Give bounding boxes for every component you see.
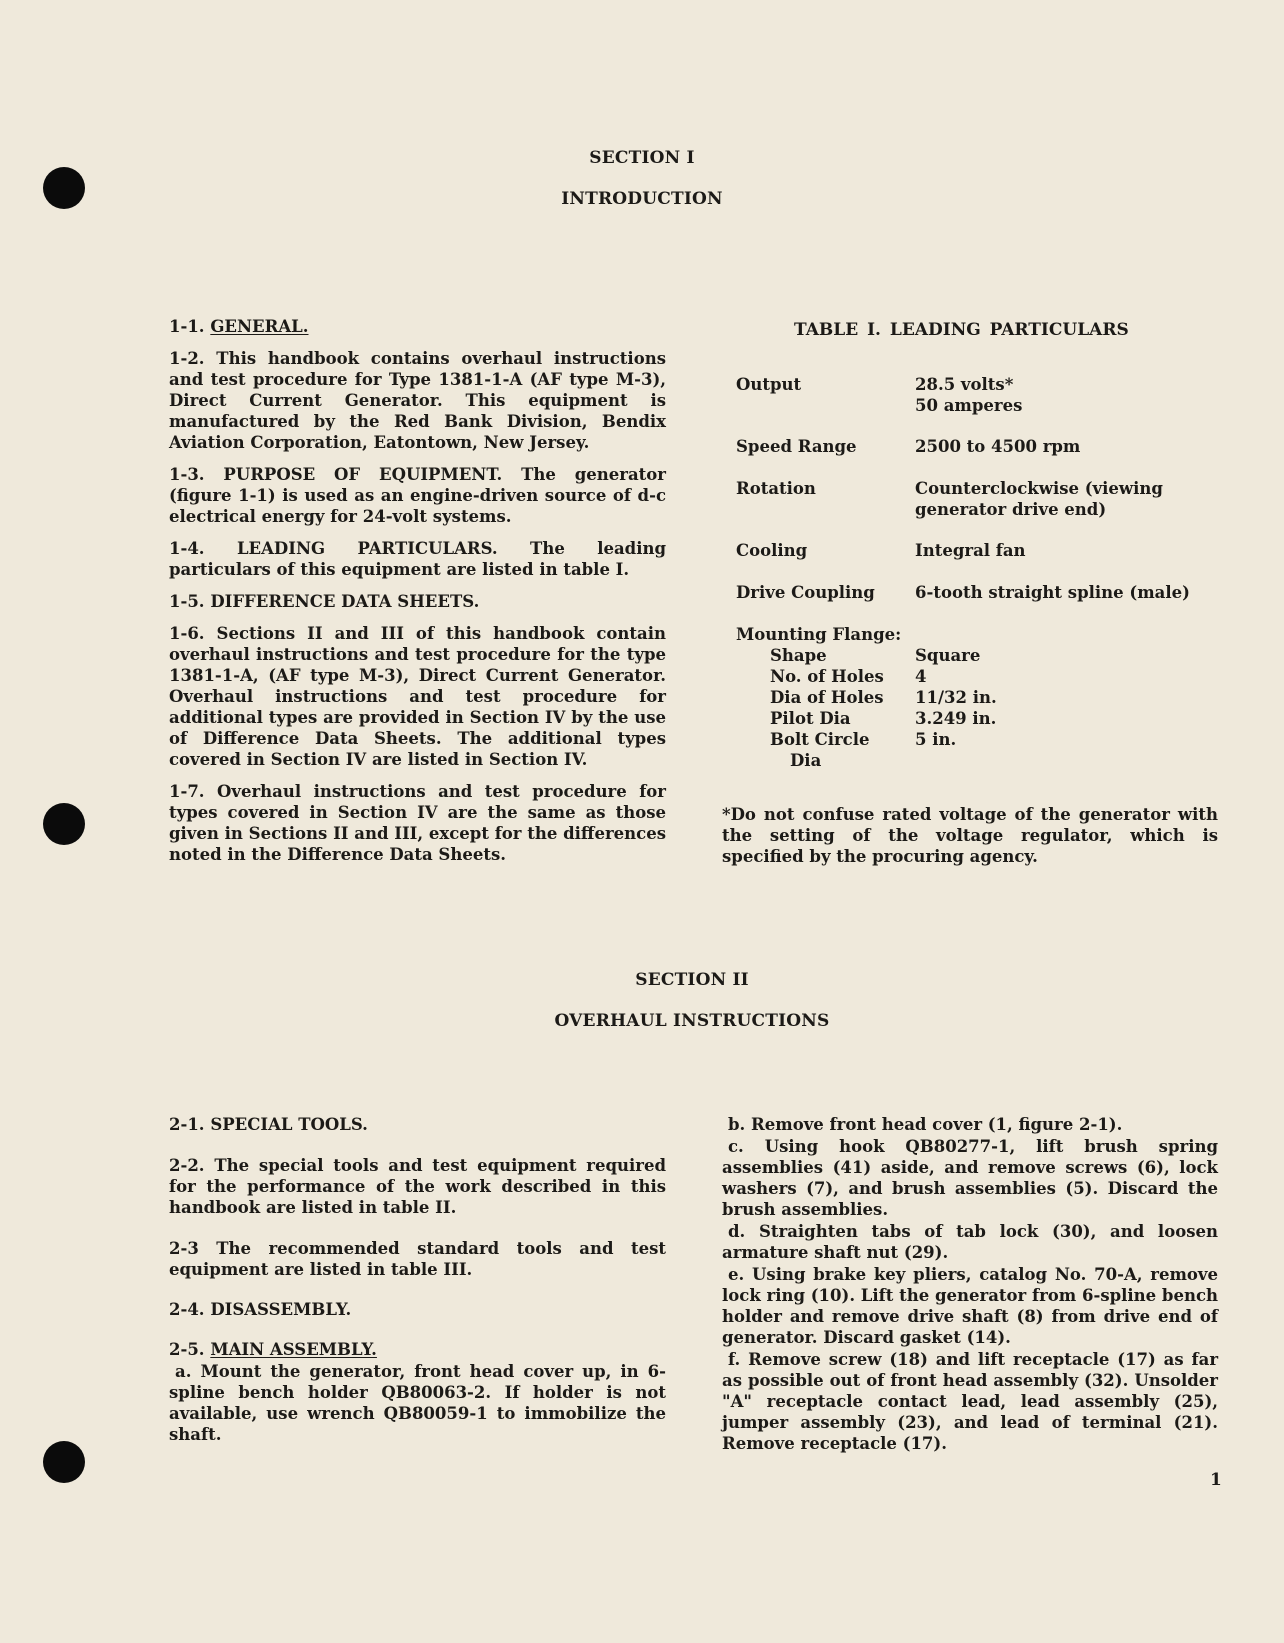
table-row-cooling: Cooling: [736, 541, 808, 560]
step-f: f. Remove screw (18) and lift receptacle (17) as far as possible out of front head assembly (32). Unsolder "A" receptacle contact lead, lead assembly (25), jumper assembly (23), and lead of terminal (21). Remove receptacle (17).: [722, 1350, 1219, 1453]
punch-hole-middle: [43, 803, 85, 845]
table-footnote: *Do not confuse rated voltage of the generator with the setting of the voltage regulator, which is specified by the procuring agency.: [722, 805, 1218, 866]
section-2-number: SECTION II: [635, 970, 749, 990]
table-label: Output: [736, 375, 802, 394]
para-2-3: 2-3 The recommended standard tools and test equipment are listed in table III.: [169, 1239, 666, 1279]
table-row-speed: Speed Range: [736, 437, 857, 456]
para-2-5: 2-5. MAIN ASSEMBLY.: [169, 1340, 377, 1359]
mounting-values: Square 4 11/32 in. 3.249 in. 5 in.: [915, 646, 997, 749]
para-1-1: 1-1. GENERAL.: [169, 317, 309, 336]
table-value-rotation: Counterclockwise (viewing generator drive end): [915, 479, 1163, 519]
table-value-cooling: Integral fan: [915, 541, 1026, 560]
table-value-drive-coupling: 6-tooth straight spline (male): [915, 583, 1190, 602]
punch-hole-bottom: [43, 1441, 85, 1483]
table-row-drive-coupling: Drive Coupling: [736, 583, 875, 602]
table-row-output: [736, 374, 801, 395]
table-value-output: 28.5 volts* 50 amperes: [915, 375, 1023, 415]
section-2-title: OVERHAUL INSTRUCTIONS: [554, 1011, 830, 1031]
para-1-6: 1-6. Sections II and III of this handbook contain overhaul instructions and test procedure for the type 1381-1-A, (AF type M-3), Direct Current Generator. Overhaul instructions and test procedure for additional types are provided in Section IV by the use of Difference Data Sheets. The additional types covered in Section IV are listed in Section IV.: [169, 624, 666, 769]
para-1-2: 1-2. This handbook contains overhaul instructions and test procedure for Type 1381-1-A (AF type M-3), Direct Current Generator. This equipment is manufactured by the Red Bank Division, Bendix Aviation Corporation, Eatontown, New Jersey.: [169, 349, 666, 452]
intro-column: [169, 316, 666, 876]
step-e: e. Using brake key pliers, catalog No. 70-A, remove lock ring (10). Lift the generator from 6-spline bench holder and remove drive shaft (8) from drive end of generator. Discard gasket (14).: [722, 1265, 1218, 1347]
para-2-1: 2-1. SPECIAL TOOLS.: [169, 1115, 368, 1134]
mounting-flange-label: Mounting Flange:: [736, 625, 902, 644]
para-2-4: 2-4. DISASSEMBLY.: [169, 1300, 352, 1319]
step-c: c. Using hook QB80277-1, lift brush spring assemblies (41) aside, and remove screws (6), lock washers (7), and brush assemblies (5). Discard the brush assemblies.: [722, 1137, 1218, 1219]
para-1-4: 1-4. LEADING PARTICULARS. The leading particulars of this equipment are listed in table I.: [169, 539, 666, 579]
para-1-5: 1-5. DIFFERENCE DATA SHEETS.: [169, 592, 480, 611]
table-1-title: TABLE I. LEADING PARTICULARS: [794, 320, 1129, 340]
page-number: 1: [1210, 1470, 1222, 1490]
step-d: d. Straighten tabs of tab lock (30), and loosen armature shaft nut (29).: [722, 1222, 1218, 1262]
step-b: b. Remove front head cover (1, figure 2-1).: [728, 1115, 1123, 1134]
table-row-rotation: Rotation: [736, 479, 816, 498]
mounting-labels: Shape No. of Holes Dia of Holes Pilot Dia Bolt Circle Dia: [770, 646, 884, 770]
para-1-3: 1-3. PURPOSE OF EQUIPMENT. The generator (figure 1-1) is used as an engine-driven source of d-c electrical energy for 24-volt systems.: [169, 465, 666, 526]
step-a: a. Mount the generator, front head cover up, in 6-spline bench holder QB80063-2. If holder is not available, use wrench QB80059-1 to immobilize the shaft.: [169, 1362, 666, 1444]
table-value-speed: 2500 to 4500 rpm: [915, 437, 1081, 456]
para-2-2: 2-2. The special tools and test equipment required for the performance of the work described in this handbook are listed in table II.: [169, 1156, 666, 1217]
section-1-number: SECTION I: [589, 148, 695, 168]
section-1-title: INTRODUCTION: [561, 189, 723, 209]
overhaul-right-column: [722, 1114, 1218, 1455]
overhaul-left-column: [169, 1114, 666, 1456]
para-1-7: 1-7. Overhaul instructions and test procedure for types covered in Section IV are the same as those given in Sections II and III, except for the differences noted in the Difference Data Sheets.: [169, 782, 666, 864]
